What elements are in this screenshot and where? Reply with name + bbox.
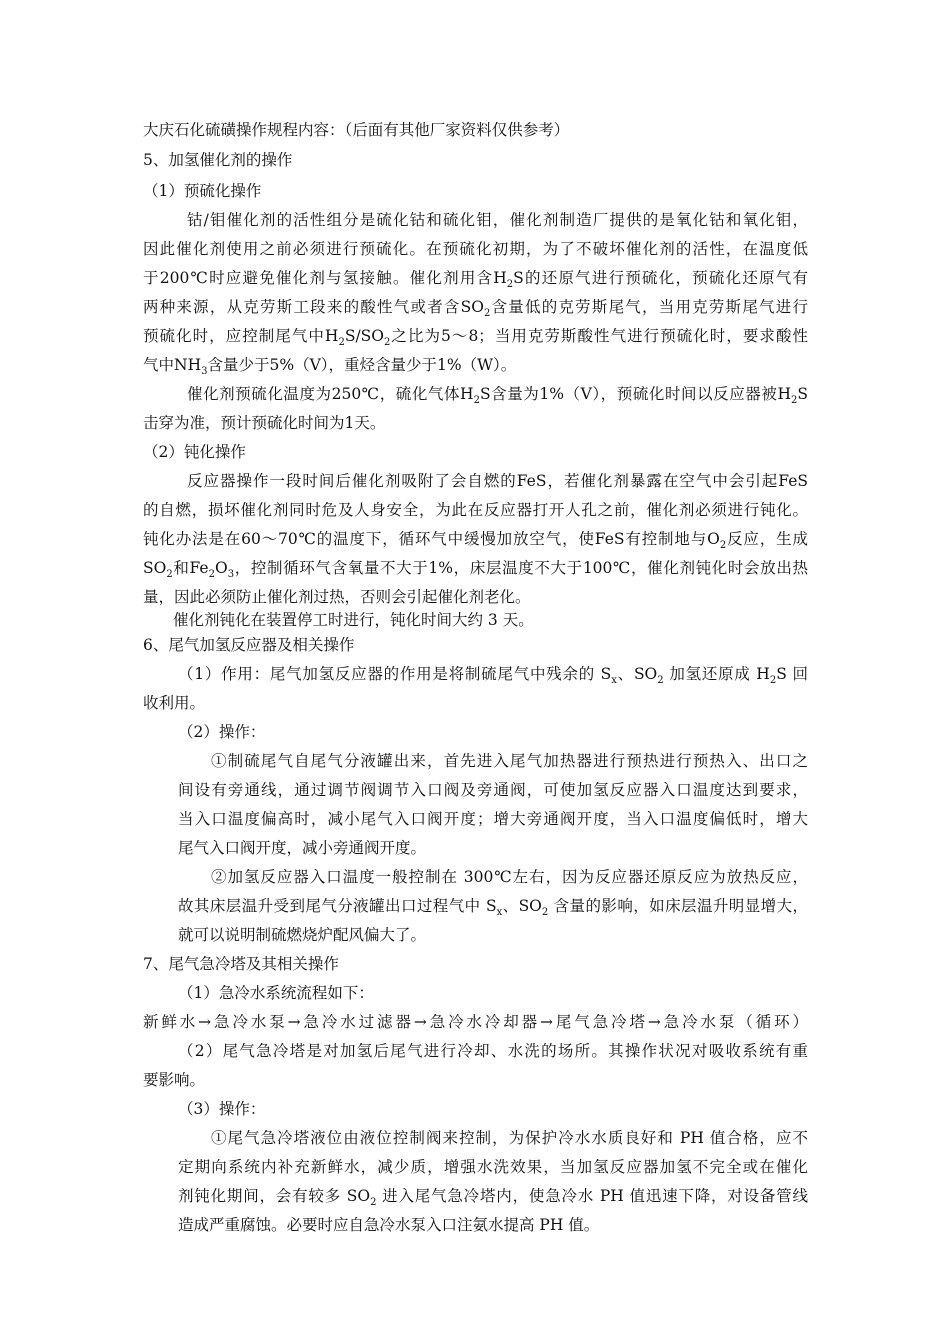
- paragraph-line: 尾气入口阀开度，减小旁通阀开度。: [178, 839, 427, 857]
- paragraph-line: 量，因此必须防止催化剂过热，否则会引起催化剂老化。: [143, 588, 531, 606]
- paragraph-line: 剂钝化期间，会有较多 $SO_2$ 进入尾气急冷塔内，使急冷水 PH 值迅速下降，对设备管线: [178, 1187, 808, 1208]
- paragraph-line: 造成严重腐蚀。必要时应自急冷水泵入口注氨水提高 PH 值。: [178, 1216, 600, 1234]
- paragraph-line: （1）作用：尾气加氢反应器的作用是将制硫尾气中残余的 $S_x$、$SO_2$ 加氢还原成 $H_2S$ 回: [178, 665, 808, 686]
- paragraph-line: 两种来源，从克劳斯工段来的酸性气或者含$SO_2$含量低的克劳斯尾气，当用克劳斯尾气进行: [143, 298, 808, 319]
- doc-title: 大庆石化硫磺操作规程内容：（后面有其他厂家资料仅供参考）: [143, 121, 570, 139]
- paragraph-line: 的自燃，损坏催化剂同时危及人身安全，为此在反应器打开人孔之前，催化剂必须进行钝化。: [143, 501, 808, 519]
- paragraph-line: ②加氢反应器入口温度一般控制在 300℃左右，因为反应器还原反应为放热反应，: [211, 868, 808, 886]
- paragraph-line: 当入口温度偏高时，减小尾气入口阀开度；增大旁通阀开度，当入口温度偏低时，增大: [178, 810, 808, 828]
- paragraph-line: 催化剂预硫化温度为250℃，硫化气体$H_2S$含量为1%（V），预硫化时间以反应器被$H_2S$: [187, 385, 808, 406]
- flow-sequence: 新鲜水→急冷水泵→急冷水过滤器→急冷水冷却器→尾气急冷塔→急冷水泵（循环）: [143, 1013, 808, 1031]
- paragraph-line: 击穿为准，预计预硫化时间为1天。: [143, 414, 386, 432]
- paragraph-line: 反应器操作一段时间后催化剂吸附了会自燃的FeS，若催化剂暴露在空气中会引起FeS: [187, 472, 808, 490]
- subheading-passivation: （2）钝化操作: [143, 443, 246, 461]
- subheading-flow: （1）急冷水系统流程如下：: [178, 984, 374, 1002]
- paragraph-line: ①尾气急冷塔液位由液位控制阀来控制，为保护冷水水质良好和 PH 值合格，应不: [211, 1129, 808, 1147]
- paragraph-line: 就可以说明制硫燃烧炉配风偏大了。: [178, 926, 427, 944]
- section-heading-6: 6、尾气加氢反应器及相关操作: [143, 636, 355, 654]
- paragraph-line: ①制硫尾气自尾气分液罐出来，首先进入尾气加热器进行预热进行预热入、出口之: [211, 752, 808, 770]
- paragraph-line: 预硫化时，应控制尾气中$H_2S/SO_2$之比为5～8；当用克劳斯酸性气进行预硫化时，要求酸性: [143, 327, 808, 348]
- paragraph-line: 要影响。: [143, 1071, 206, 1089]
- subheading-operation: （3）操作：: [178, 1100, 266, 1118]
- paragraph-line: 收利用。: [143, 694, 206, 712]
- paragraph-line: 间设有旁通线，通过调节阀调节入口阀及旁通阀，可使加氢反应器入口温度达到要求，: [178, 781, 808, 799]
- section-heading-7: 7、尾气急冷塔及其相关操作: [143, 955, 339, 973]
- subheading-operation: （2）操作：: [178, 723, 266, 741]
- paragraph-line: 定期向系统内补充新鲜水，减少质，增强水洗效果，当加氢反应器加氢不完全或在催化: [178, 1158, 808, 1176]
- section-heading-5: 5、加氢催化剂的操作: [143, 151, 293, 169]
- paragraph-line: 故其床层温升受到尾气分液罐出口过程气中 $S_x$、$SO_2$ 含量的影响，如床层温升明显增大，: [178, 897, 808, 918]
- paragraph-line: 催化剂钝化在装置停工时进行，钝化时间大约 3 天。: [173, 611, 534, 629]
- paragraph-line: 于200℃时应避免催化剂与氢接触。催化剂用含$H_2S$的还原气进行预硫化，预硫化还原气有: [143, 269, 808, 290]
- paragraph-line: $SO_2$和$Fe_2O_3$，控制循环气含氧量不大于1%，床层温度不大于100℃，催化剂钝化时会放出热: [143, 559, 808, 580]
- paragraph-line: 钴/钼催化剂的活性组分是硫化钴和硫化钼，催化剂制造厂提供的是氧化钴和氧化钼，: [187, 211, 808, 229]
- paragraph-line: 钝化办法是在60～70℃的温度下，循环气中缓慢加放空气，使FeS有控制地与$O_2$反应，生成: [143, 530, 808, 551]
- paragraph-line: 因此催化剂使用之前必须进行预硫化。在预硫化初期，为了不破坏催化剂的活性，在温度低: [143, 240, 808, 258]
- subheading-presulfiding: （1）预硫化操作: [143, 182, 262, 200]
- paragraph-line: （2）尾气急冷塔是对加氢后尾气进行冷却、水洗的场所。其操作状况对吸收系统有重: [178, 1042, 808, 1060]
- paragraph-line: 气中$NH_3$含量少于5%（V），重烃含量少于1%（W）。: [143, 356, 517, 377]
